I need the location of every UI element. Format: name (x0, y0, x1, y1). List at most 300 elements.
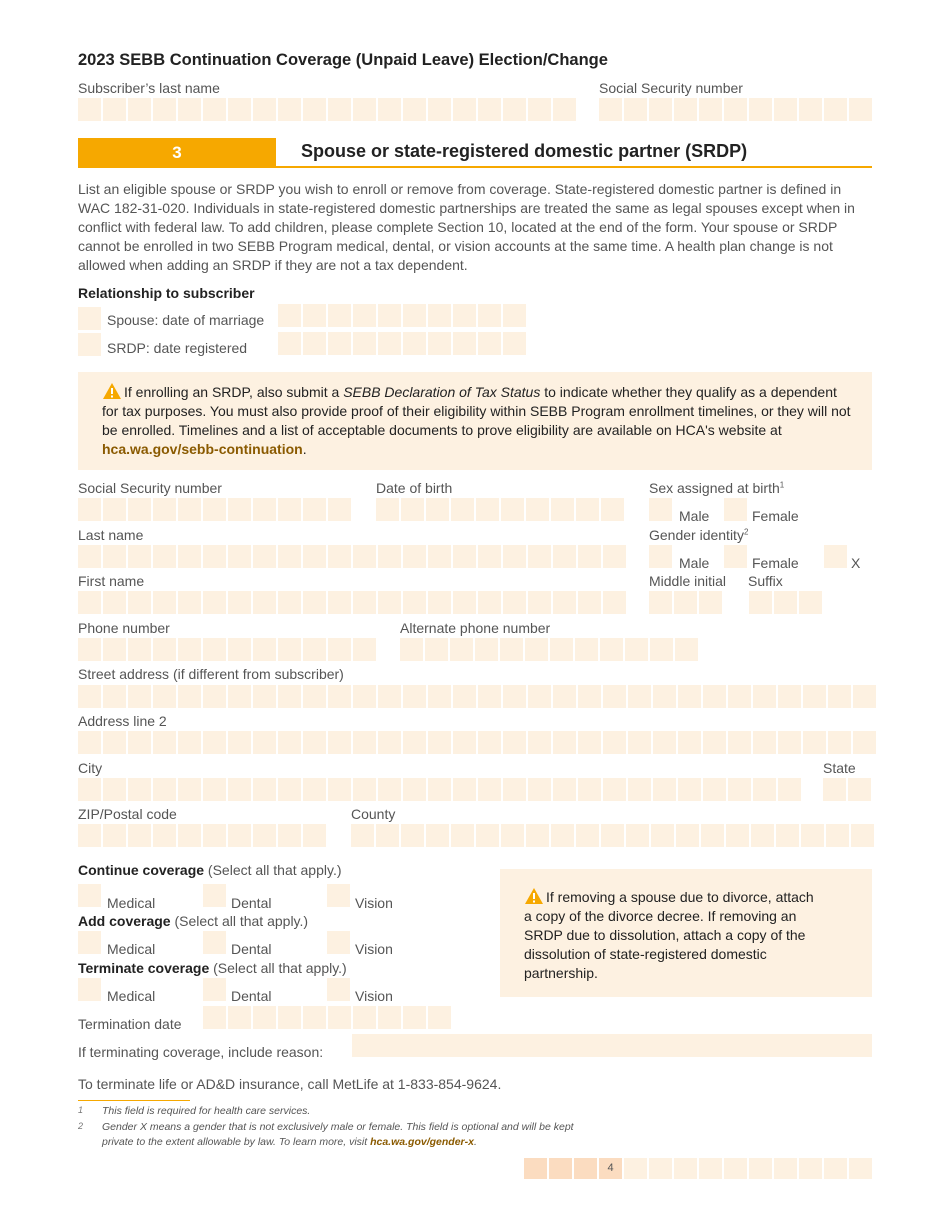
char-box[interactable] (128, 545, 151, 568)
char-box[interactable] (428, 591, 451, 614)
phone-field[interactable] (78, 638, 378, 661)
char-box[interactable] (649, 98, 672, 121)
char-box[interactable] (378, 778, 401, 801)
char-box[interactable] (328, 591, 351, 614)
char-box[interactable] (128, 98, 151, 121)
terminate-dental-checkbox[interactable] (203, 978, 226, 1001)
char-box[interactable] (503, 332, 526, 355)
char-box[interactable] (703, 685, 726, 708)
add-vision-checkbox[interactable] (327, 931, 350, 954)
char-box[interactable] (503, 591, 526, 614)
char-box[interactable] (674, 98, 697, 121)
char-box[interactable] (603, 545, 626, 568)
char-box[interactable] (203, 731, 226, 754)
char-box[interactable] (328, 638, 351, 661)
char-box[interactable] (603, 685, 626, 708)
char-box[interactable] (451, 498, 474, 521)
char-box[interactable] (426, 824, 449, 847)
char-box[interactable] (278, 824, 301, 847)
char-box[interactable] (826, 824, 849, 847)
char-box[interactable] (726, 824, 749, 847)
char-box[interactable] (728, 731, 751, 754)
char-box[interactable] (153, 591, 176, 614)
char-box[interactable] (78, 685, 101, 708)
char-box[interactable] (601, 824, 624, 847)
char-box[interactable] (128, 591, 151, 614)
char-box[interactable] (103, 824, 126, 847)
char-box[interactable] (128, 498, 151, 521)
char-box[interactable] (78, 545, 101, 568)
char-box[interactable] (103, 778, 126, 801)
char-box[interactable] (278, 778, 301, 801)
char-box[interactable] (228, 824, 251, 847)
ssn-field[interactable] (78, 498, 353, 521)
char-box[interactable] (626, 824, 649, 847)
char-box[interactable] (328, 98, 351, 121)
char-box[interactable] (475, 638, 498, 661)
char-box[interactable] (478, 304, 501, 327)
char-box[interactable] (128, 824, 151, 847)
char-box[interactable] (303, 731, 326, 754)
char-box[interactable] (328, 778, 351, 801)
char-box[interactable] (503, 545, 526, 568)
char-box[interactable] (328, 304, 351, 327)
char-box[interactable] (553, 98, 576, 121)
char-box[interactable] (774, 591, 797, 614)
char-box[interactable] (178, 824, 201, 847)
char-box[interactable] (128, 638, 151, 661)
char-box[interactable] (553, 731, 576, 754)
char-box[interactable] (853, 685, 876, 708)
char-box[interactable] (178, 545, 201, 568)
char-box[interactable] (624, 98, 647, 121)
char-box[interactable] (228, 545, 251, 568)
char-box[interactable] (303, 685, 326, 708)
char-box[interactable] (128, 731, 151, 754)
char-box[interactable] (749, 98, 772, 121)
char-box[interactable] (128, 778, 151, 801)
char-box[interactable] (253, 1006, 276, 1029)
char-box[interactable] (303, 332, 326, 355)
char-box[interactable] (428, 1006, 451, 1029)
char-box[interactable] (203, 638, 226, 661)
char-box[interactable] (353, 731, 376, 754)
char-box[interactable] (278, 98, 301, 121)
char-box[interactable] (153, 498, 176, 521)
char-box[interactable] (78, 638, 101, 661)
char-box[interactable] (153, 638, 176, 661)
char-box[interactable] (653, 685, 676, 708)
char-box[interactable] (528, 545, 551, 568)
add-dental-checkbox[interactable] (203, 931, 226, 954)
char-box[interactable] (628, 731, 651, 754)
char-box[interactable] (328, 545, 351, 568)
char-box[interactable] (103, 498, 126, 521)
char-box[interactable] (153, 824, 176, 847)
char-box[interactable] (528, 685, 551, 708)
continue-vision-checkbox[interactable] (327, 884, 350, 907)
char-box[interactable] (526, 824, 549, 847)
dob-field[interactable] (376, 498, 626, 521)
char-box[interactable] (478, 591, 501, 614)
char-box[interactable] (253, 638, 276, 661)
char-box[interactable] (678, 731, 701, 754)
char-box[interactable] (501, 498, 524, 521)
char-box[interactable] (428, 731, 451, 754)
char-box[interactable] (353, 591, 376, 614)
char-box[interactable] (303, 824, 326, 847)
char-box[interactable] (328, 731, 351, 754)
char-box[interactable] (776, 824, 799, 847)
srdp-checkbox[interactable] (78, 333, 101, 356)
char-box[interactable] (453, 304, 476, 327)
char-box[interactable] (576, 498, 599, 521)
char-box[interactable] (153, 778, 176, 801)
char-box[interactable] (576, 824, 599, 847)
marriage-date-field[interactable] (278, 304, 528, 327)
char-box[interactable] (501, 824, 524, 847)
char-box[interactable] (678, 685, 701, 708)
sex-female-checkbox[interactable] (724, 498, 747, 521)
char-box[interactable] (778, 731, 801, 754)
char-box[interactable] (403, 545, 426, 568)
char-box[interactable] (528, 731, 551, 754)
char-box[interactable] (799, 591, 822, 614)
char-box[interactable] (403, 591, 426, 614)
char-box[interactable] (178, 498, 201, 521)
char-box[interactable] (551, 824, 574, 847)
char-box[interactable] (503, 778, 526, 801)
char-box[interactable] (303, 304, 326, 327)
char-box[interactable] (500, 638, 523, 661)
terminate-vision-checkbox[interactable] (327, 978, 350, 1001)
char-box[interactable] (400, 638, 423, 661)
char-box[interactable] (653, 731, 676, 754)
street-field[interactable] (78, 685, 878, 708)
char-box[interactable] (774, 98, 797, 121)
char-box[interactable] (703, 731, 726, 754)
char-box[interactable] (453, 685, 476, 708)
char-box[interactable] (476, 498, 499, 521)
char-box[interactable] (78, 778, 101, 801)
char-box[interactable] (178, 778, 201, 801)
char-box[interactable] (278, 731, 301, 754)
char-box[interactable] (453, 731, 476, 754)
char-box[interactable] (228, 591, 251, 614)
char-box[interactable] (178, 731, 201, 754)
char-box[interactable] (178, 591, 201, 614)
char-box[interactable] (353, 685, 376, 708)
char-box[interactable] (103, 685, 126, 708)
char-box[interactable] (403, 304, 426, 327)
char-box[interactable] (278, 591, 301, 614)
char-box[interactable] (203, 1006, 226, 1029)
char-box[interactable] (503, 304, 526, 327)
char-box[interactable] (528, 98, 551, 121)
char-box[interactable] (353, 1006, 376, 1029)
char-box[interactable] (353, 332, 376, 355)
char-box[interactable] (528, 591, 551, 614)
middle-initial-field[interactable] (649, 591, 724, 614)
char-box[interactable] (603, 731, 626, 754)
char-box[interactable] (628, 685, 651, 708)
char-box[interactable] (203, 545, 226, 568)
char-box[interactable] (653, 778, 676, 801)
char-box[interactable] (753, 731, 776, 754)
char-box[interactable] (650, 638, 673, 661)
suffix-field[interactable] (749, 591, 824, 614)
char-box[interactable] (103, 545, 126, 568)
char-box[interactable] (478, 778, 501, 801)
char-box[interactable] (103, 591, 126, 614)
char-box[interactable] (303, 1006, 326, 1029)
char-box[interactable] (178, 638, 201, 661)
char-box[interactable] (578, 685, 601, 708)
char-box[interactable] (476, 824, 499, 847)
char-box[interactable] (328, 685, 351, 708)
char-box[interactable] (353, 304, 376, 327)
address2-field[interactable] (78, 731, 878, 754)
char-box[interactable] (478, 332, 501, 355)
char-box[interactable] (128, 685, 151, 708)
char-box[interactable] (153, 98, 176, 121)
char-box[interactable] (676, 824, 699, 847)
char-box[interactable] (703, 778, 726, 801)
char-box[interactable] (551, 498, 574, 521)
continue-dental-checkbox[interactable] (203, 884, 226, 907)
char-box[interactable] (575, 638, 598, 661)
char-box[interactable] (78, 824, 101, 847)
char-box[interactable] (253, 731, 276, 754)
char-box[interactable] (303, 638, 326, 661)
termination-date-field[interactable] (203, 1006, 453, 1029)
char-box[interactable] (78, 98, 101, 121)
char-box[interactable] (253, 778, 276, 801)
char-box[interactable] (778, 685, 801, 708)
sex-male-checkbox[interactable] (649, 498, 672, 521)
char-box[interactable] (478, 685, 501, 708)
char-box[interactable] (303, 545, 326, 568)
last-name-field[interactable] (78, 545, 628, 568)
char-box[interactable] (600, 638, 623, 661)
gender-x-checkbox[interactable] (824, 545, 847, 568)
char-box[interactable] (428, 98, 451, 121)
char-box[interactable] (103, 731, 126, 754)
state-field[interactable] (823, 778, 873, 801)
char-box[interactable] (803, 731, 826, 754)
char-box[interactable] (603, 778, 626, 801)
char-box[interactable] (450, 638, 473, 661)
char-box[interactable] (103, 98, 126, 121)
char-box[interactable] (378, 591, 401, 614)
char-box[interactable] (78, 731, 101, 754)
char-box[interactable] (425, 638, 448, 661)
char-box[interactable] (601, 498, 624, 521)
char-box[interactable] (178, 685, 201, 708)
char-box[interactable] (203, 98, 226, 121)
char-box[interactable] (728, 685, 751, 708)
char-box[interactable] (699, 591, 722, 614)
char-box[interactable] (303, 498, 326, 521)
char-box[interactable] (799, 98, 822, 121)
char-box[interactable] (153, 685, 176, 708)
char-box[interactable] (428, 332, 451, 355)
gender-female-checkbox[interactable] (724, 545, 747, 568)
char-box[interactable] (178, 98, 201, 121)
char-box[interactable] (403, 685, 426, 708)
char-box[interactable] (303, 778, 326, 801)
char-box[interactable] (378, 98, 401, 121)
char-box[interactable] (853, 731, 876, 754)
char-box[interactable] (328, 498, 351, 521)
char-box[interactable] (378, 685, 401, 708)
char-box[interactable] (426, 498, 449, 521)
char-box[interactable] (649, 591, 672, 614)
char-box[interactable] (578, 731, 601, 754)
char-box[interactable] (625, 638, 648, 661)
char-box[interactable] (203, 824, 226, 847)
char-box[interactable] (103, 638, 126, 661)
registered-date-field[interactable] (278, 332, 528, 355)
char-box[interactable] (353, 545, 376, 568)
char-box[interactable] (428, 545, 451, 568)
char-box[interactable] (778, 778, 801, 801)
char-box[interactable] (303, 591, 326, 614)
char-box[interactable] (228, 685, 251, 708)
char-box[interactable] (628, 778, 651, 801)
char-box[interactable] (428, 685, 451, 708)
char-box[interactable] (203, 591, 226, 614)
char-box[interactable] (578, 545, 601, 568)
char-box[interactable] (278, 304, 301, 327)
char-box[interactable] (525, 638, 548, 661)
char-box[interactable] (823, 778, 846, 801)
char-box[interactable] (849, 98, 872, 121)
char-box[interactable] (378, 731, 401, 754)
char-box[interactable] (228, 778, 251, 801)
char-box[interactable] (453, 591, 476, 614)
char-box[interactable] (376, 498, 399, 521)
continue-medical-checkbox[interactable] (78, 884, 101, 907)
char-box[interactable] (528, 778, 551, 801)
char-box[interactable] (78, 498, 101, 521)
spouse-checkbox[interactable] (78, 307, 101, 330)
city-field[interactable] (78, 778, 803, 801)
char-box[interactable] (578, 591, 601, 614)
county-field[interactable] (351, 824, 876, 847)
gender-male-checkbox[interactable] (649, 545, 672, 568)
char-box[interactable] (828, 685, 851, 708)
char-box[interactable] (253, 545, 276, 568)
char-box[interactable] (851, 824, 874, 847)
char-box[interactable] (651, 824, 674, 847)
char-box[interactable] (376, 824, 399, 847)
char-box[interactable] (674, 591, 697, 614)
char-box[interactable] (253, 591, 276, 614)
char-box[interactable] (753, 685, 776, 708)
char-box[interactable] (253, 824, 276, 847)
subscriber-last-name-field[interactable] (78, 98, 578, 121)
terminate-medical-checkbox[interactable] (78, 978, 101, 1001)
char-box[interactable] (278, 1006, 301, 1029)
char-box[interactable] (553, 545, 576, 568)
char-box[interactable] (451, 824, 474, 847)
char-box[interactable] (378, 332, 401, 355)
char-box[interactable] (478, 98, 501, 121)
char-box[interactable] (603, 591, 626, 614)
char-box[interactable] (578, 778, 601, 801)
char-box[interactable] (303, 98, 326, 121)
char-box[interactable] (803, 685, 826, 708)
char-box[interactable] (453, 778, 476, 801)
char-box[interactable] (228, 1006, 251, 1029)
char-box[interactable] (599, 98, 622, 121)
char-box[interactable] (403, 1006, 426, 1029)
char-box[interactable] (401, 824, 424, 847)
char-box[interactable] (701, 824, 724, 847)
char-box[interactable] (678, 778, 701, 801)
char-box[interactable] (749, 591, 772, 614)
char-box[interactable] (724, 98, 747, 121)
char-box[interactable] (328, 1006, 351, 1029)
char-box[interactable] (228, 498, 251, 521)
char-box[interactable] (503, 731, 526, 754)
char-box[interactable] (228, 731, 251, 754)
char-box[interactable] (453, 98, 476, 121)
char-box[interactable] (401, 498, 424, 521)
char-box[interactable] (278, 685, 301, 708)
char-box[interactable] (478, 545, 501, 568)
char-box[interactable] (550, 638, 573, 661)
char-box[interactable] (553, 685, 576, 708)
char-box[interactable] (824, 98, 847, 121)
reason-field[interactable] (352, 1034, 872, 1057)
char-box[interactable] (553, 591, 576, 614)
char-box[interactable] (203, 778, 226, 801)
zip-field[interactable] (78, 824, 328, 847)
char-box[interactable] (453, 545, 476, 568)
alt-phone-field[interactable] (400, 638, 700, 661)
char-box[interactable] (403, 98, 426, 121)
char-box[interactable] (278, 545, 301, 568)
char-box[interactable] (328, 332, 351, 355)
char-box[interactable] (253, 98, 276, 121)
first-name-field[interactable] (78, 591, 628, 614)
char-box[interactable] (278, 332, 301, 355)
char-box[interactable] (353, 98, 376, 121)
char-box[interactable] (228, 98, 251, 121)
char-box[interactable] (351, 824, 374, 847)
char-box[interactable] (228, 638, 251, 661)
char-box[interactable] (478, 731, 501, 754)
char-box[interactable] (253, 685, 276, 708)
char-box[interactable] (699, 98, 722, 121)
char-box[interactable] (353, 638, 376, 661)
char-box[interactable] (203, 685, 226, 708)
char-box[interactable] (828, 731, 851, 754)
char-box[interactable] (378, 1006, 401, 1029)
char-box[interactable] (378, 304, 401, 327)
char-box[interactable] (428, 304, 451, 327)
char-box[interactable] (278, 638, 301, 661)
char-box[interactable] (378, 545, 401, 568)
notice-link[interactable]: hca.wa.gov/sebb-continuation (102, 441, 303, 457)
subscriber-ssn-field[interactable] (599, 98, 874, 121)
char-box[interactable] (278, 498, 301, 521)
char-box[interactable] (453, 332, 476, 355)
char-box[interactable] (428, 778, 451, 801)
char-box[interactable] (848, 778, 871, 801)
